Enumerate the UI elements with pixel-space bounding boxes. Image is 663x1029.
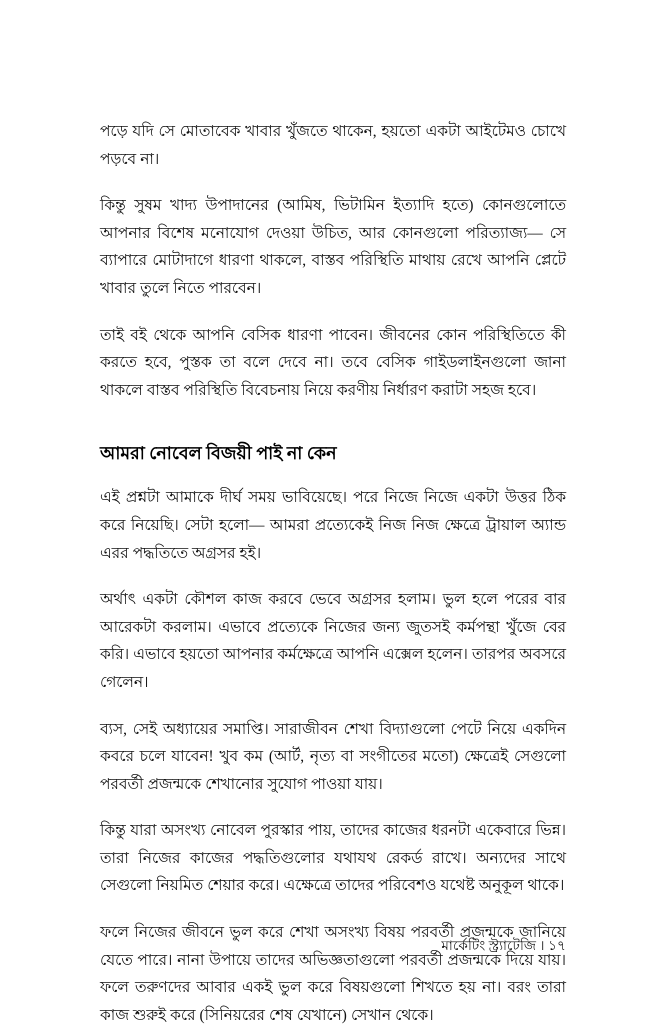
heading-top-spacer bbox=[100, 423, 566, 440]
body-paragraph: এই প্রশ্নটা আমাকে দীর্ঘ সময় ভাবিয়েছে। পরে নিজে নিজে একটা উত্তর ঠিক করে নিয়েছি। সেটা হলো— আমরা প্রত্যেকেই নিজ নিজ ক্ষেত্রে ট্রায়াল অ্যান্ড এরর পদ্ধতিতে অগ্রসর হই। bbox=[100, 489, 566, 562]
body-paragraph: পড়ে যদি সে মোতাবেক খাবার খুঁজতে থাকেন, হয়তো একটা আইটেমও চোখে পড়বে না। bbox=[100, 123, 566, 168]
body-paragraph: কিন্তু যারা অসংখ্য নোবেল পুরস্কার পায়, তাদের কাজের ধরনটা একেবারে ভিন্ন। তারা নিজের কাজের পদ্ধতিগুলোর যথাযথ রেকর্ড রাখে। অন্যদের সাথে সেগুলো নিয়মিত শেয়ার করে। এক্ষেত্রে তাদের পরিবেশও যথেষ্ট অনুকূল থাকে। bbox=[100, 822, 566, 895]
page-footer bbox=[100, 936, 566, 956]
body-paragraph: তাই বই থেকে আপনি বেসিক ধারণা পাবেন। জীবনের কোন পরিস্থিতিতে কী করতে হবে, পুস্তক তা বলে দেবে না। তবে বেসিক গাইডলাইনগুলো জানা থাকলে বাস্তব পরিস্থিতি বিবেচনায় নিয়ে করণীয় নির্ধারণ করাটা সহজ হবে। bbox=[100, 326, 566, 399]
body-paragraph: কিন্তু সুষম খাদ্য উপাদানের (আমিষ, ভিটামিন ইত্যাদি হতে) কোনগুলোতে আপনার বিশেষ মনোযোগ দেওয়া উচিত, আর কোনগুলো পরিত্যাজ্য— সে ব্যাপারে মোটাদাগে ধারণা থাকলে, বাস্তব পরিস্থিতি মাথায় রেখে আপনি প্লেটে খাবার তুলে নিতে পারবেন। bbox=[100, 197, 566, 297]
body-paragraph: ফলে নিজের জীবনে ভুল করে শেখা অসংখ্য বিষয় পরবর্তী প্রজন্মকে জানিয়ে যেতে পারে। নানা উপায়ে তাদের অভিজ্ঞতাগুলো পরবর্তী প্রজন্মকে দিয়ে যায়। ফলে তরুণদের আবার একই ভুল করে বিষয়গুলো শিখতে হয় না। বরং তারা কাজ শুরুই করে (সিনিয়রের শেষ যেখানে) সেখান থেকে। bbox=[100, 924, 566, 1024]
body-paragraph: অর্থাৎ একটা কৌশল কাজ করবে ভেবে অগ্রসর হলাম। ভুল হলে পরের বার আরেকটা করলাম। এভাবে প্রত্যেকে নিজের জন্য জুতসই কর্মপন্থা খুঁজে বের করি। এভাবে হয়তো আপনার কর্মক্ষেত্রে আপনি এক্সেল হলেন। তারপর অবসরে গেলেন। bbox=[100, 591, 566, 691]
footer-book-title-and-page-number: মার্কেটিং স্ট্র্যাটেজি । ১৭ bbox=[441, 938, 566, 953]
section-heading: আমরা নোবেল বিজয়ী পাই না কেন bbox=[100, 443, 337, 464]
heading-bottom-spacer bbox=[100, 467, 566, 484]
body-paragraph: ব্যস, সেই অধ্যায়ের সমাপ্তি। সারাজীবন শেখা বিদ্যাগুলো পেটে নিয়ে একদিন কবরে চলে যাবেন! খুব কম (আর্ট, নৃত্য বা সংগীতের মতো) ক্ষেত্রেই সেগুলো পরবর্তী প্রজন্মকে শেখানোর সুযোগ পাওয়া যায়। bbox=[100, 720, 566, 793]
page-content-column bbox=[100, 118, 566, 1029]
